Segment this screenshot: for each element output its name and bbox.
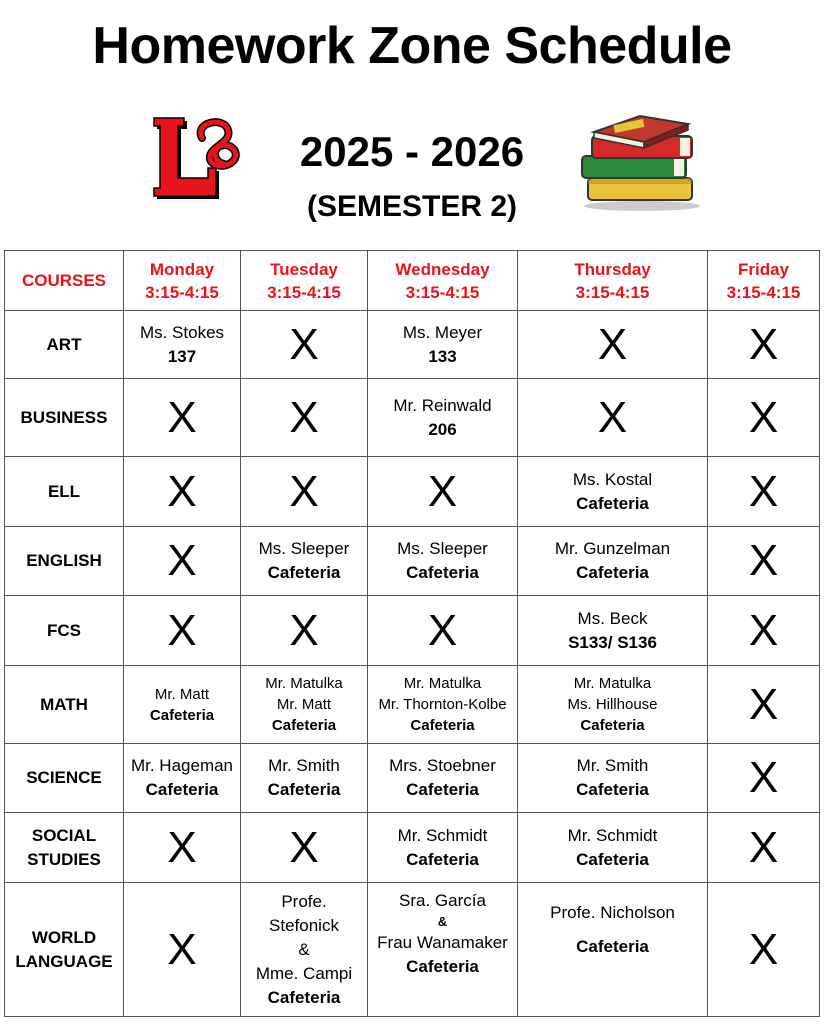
room-label: Cafeteria	[406, 957, 479, 976]
teacher-name: Profe. Nicholson	[550, 903, 675, 922]
schedule-cell-wednesday	[368, 379, 518, 457]
room-label: Cafeteria	[576, 563, 649, 582]
unavailable-mark: X	[748, 536, 779, 585]
schedule-cell-friday	[708, 457, 820, 527]
column-header-thursday: Thursday 3:15-4:15	[518, 251, 708, 311]
room-label: Cafeteria	[149, 706, 215, 724]
course-label: BUSINESS	[20, 407, 108, 427]
unavailable-mark: X	[167, 822, 197, 872]
teacher-name: Frau Wanamaker	[377, 933, 508, 952]
course-label: FCS	[47, 620, 81, 640]
table-row	[5, 596, 820, 666]
column-header-wednesday: Wednesday 3:15-4:15	[368, 251, 518, 311]
teacher-name: Ms. Sleeper	[397, 539, 488, 558]
room-label: Cafeteria	[145, 780, 219, 799]
schedule-cell-thursday	[518, 457, 708, 527]
column-header-monday: Monday 3:15-4:15	[124, 251, 241, 311]
room-label: Cafeteria	[267, 987, 341, 1007]
schedule-cell-monday	[124, 527, 241, 596]
course-label: SCIENCE	[26, 768, 102, 787]
school-year: 2025 - 2026	[299, 128, 525, 175]
schedule-cell-tuesday	[241, 379, 368, 457]
schedule-cell-wednesday	[368, 883, 518, 1017]
schedule-cell-thursday	[518, 596, 708, 666]
room-label: Cafeteria	[410, 717, 475, 734]
schedule-cell-thursday	[518, 527, 708, 596]
schedule-cell-tuesday	[241, 596, 368, 666]
table-row	[5, 813, 820, 883]
schedule-cell-tuesday	[241, 311, 368, 379]
teacher-name: Mr. Schmidt	[397, 825, 488, 845]
course-label: ENGLISH	[26, 551, 102, 570]
teacher-name: Mr. Matulka	[573, 675, 652, 692]
schedule-cell-thursday	[518, 744, 708, 813]
course-label: MATH	[40, 694, 88, 714]
teacher-name: Mr. Gunzelman	[554, 539, 671, 558]
schedule-cell-thursday	[518, 311, 708, 379]
teacher-name: Mr. Matt	[276, 696, 332, 713]
column-header-tuesday: Tuesday 3:15-4:15	[241, 251, 368, 311]
schedule-cell-wednesday	[368, 457, 518, 527]
schedule-cell-tuesday	[241, 527, 368, 596]
course-name	[5, 666, 124, 744]
unavailable-mark: X	[289, 392, 319, 442]
teacher-name: Mr. Schmidt	[567, 825, 658, 845]
course-name	[5, 744, 124, 813]
schedule-cell-wednesday	[368, 596, 518, 666]
teacher-name: Sra. García	[399, 891, 486, 910]
course-name	[5, 527, 124, 596]
table-row	[5, 666, 820, 744]
schedule-cell-thursday	[518, 666, 708, 744]
schedule-cell-monday	[124, 311, 241, 379]
course-label: STUDIES	[27, 849, 101, 869]
ampersand: &	[437, 914, 448, 929]
header-row	[5, 251, 820, 311]
unavailable-mark: X	[289, 605, 319, 655]
unavailable-mark: X	[748, 924, 779, 974]
table-row	[5, 457, 820, 527]
schedule-cell-tuesday	[241, 457, 368, 527]
schedule-cell-friday	[708, 596, 820, 666]
unavailable-mark: X	[167, 924, 197, 974]
unavailable-mark: X	[289, 466, 319, 516]
unavailable-mark: X	[167, 605, 197, 655]
unavailable-mark: X	[167, 536, 197, 585]
schedule-cell-friday	[708, 527, 820, 596]
semester-label: (SEMESTER 2)	[306, 190, 518, 223]
schedule-table	[4, 250, 820, 1017]
unavailable-mark: X	[748, 392, 779, 442]
course-name	[5, 311, 124, 379]
schedule-cell-wednesday	[368, 527, 518, 596]
teacher-name: Mr. Matulka	[265, 675, 343, 692]
course-name	[5, 379, 124, 457]
room-label: Cafeteria	[576, 937, 649, 956]
course-label: LANGUAGE	[15, 951, 113, 971]
unavailable-mark: X	[427, 466, 458, 516]
room-label: Cafeteria	[406, 563, 479, 582]
room-label: Cafeteria	[271, 717, 337, 734]
schedule-cell-tuesday	[241, 666, 368, 744]
unavailable-mark: X	[748, 822, 779, 872]
room-label: Cafeteria	[406, 849, 479, 869]
course-name	[5, 883, 124, 1017]
course-label: SOCIAL	[31, 825, 97, 845]
teacher-name: Mr. Matt	[154, 685, 210, 703]
room-label: S133/ S136	[568, 632, 657, 652]
unavailable-mark: X	[289, 319, 319, 369]
schedule-cell-tuesday	[241, 744, 368, 813]
teacher-name: Profe.	[281, 891, 327, 911]
unavailable-mark: X	[748, 753, 779, 802]
schedule-cell-tuesday	[241, 813, 368, 883]
teacher-name: Mr. Hageman	[130, 756, 234, 775]
unavailable-mark: X	[167, 392, 197, 442]
schedule-cell-wednesday	[368, 813, 518, 883]
schedule-cell-friday	[708, 813, 820, 883]
room-label: Cafeteria	[576, 780, 649, 799]
ampersand: &	[298, 939, 310, 959]
schedule-cell-friday	[708, 379, 820, 457]
unavailable-mark: X	[289, 822, 319, 872]
table-row	[5, 379, 820, 457]
unavailable-mark: X	[427, 605, 458, 655]
course-name	[5, 596, 124, 666]
teacher-name: Ms. Beck	[577, 608, 648, 628]
column-header-courses: COURSES	[5, 251, 124, 311]
schedule-cell-monday	[124, 596, 241, 666]
course-name	[5, 813, 124, 883]
schedule-cell-wednesday	[368, 311, 518, 379]
unavailable-mark: X	[748, 466, 779, 516]
page-title: Homework Zone Schedule	[92, 17, 732, 75]
schedule-cell-monday	[124, 813, 241, 883]
schedule-cell-wednesday	[368, 666, 518, 744]
schedule-cell-wednesday	[368, 744, 518, 813]
unavailable-mark: X	[167, 466, 197, 516]
schedule-cell-thursday	[518, 379, 708, 457]
teacher-name: Mrs. Stoebner	[389, 756, 496, 775]
teacher-name: Ms. Stokes	[139, 322, 225, 342]
schedule-cell-tuesday	[241, 883, 368, 1017]
unavailable-mark: X	[748, 679, 779, 729]
room-label: Cafeteria	[580, 717, 645, 734]
schedule-cell-monday	[124, 666, 241, 744]
teacher-name: Ms. Sleeper	[258, 539, 350, 558]
room-label: Cafeteria	[406, 780, 479, 799]
schedule-cell-friday	[708, 666, 820, 744]
room-label: Cafeteria	[267, 563, 341, 582]
schedule-cell-friday	[708, 744, 820, 813]
teacher-name: Ms. Hillhouse	[567, 696, 658, 713]
unavailable-mark: X	[748, 605, 779, 655]
course-name	[5, 457, 124, 527]
teacher-name: Mr. Matulka	[403, 675, 482, 692]
teacher-name: Ms. Kostal	[572, 469, 653, 489]
teacher-name: Mr. Thornton-Kolbe	[378, 696, 507, 713]
table-row	[5, 883, 820, 1017]
teacher-name: Ms. Meyer	[402, 322, 483, 342]
teacher-name: Mr. Smith	[576, 756, 649, 775]
schedule-cell-monday	[124, 457, 241, 527]
table-row	[5, 311, 820, 379]
schedule-cell-monday	[124, 883, 241, 1017]
schedule-cell-friday	[708, 311, 820, 379]
teacher-name: Mr. Smith	[268, 756, 340, 775]
schedule-cell-thursday	[518, 813, 708, 883]
schedule-cell-thursday	[518, 883, 708, 1017]
course-label: ELL	[47, 481, 81, 501]
teacher-name: Mr. Reinwald	[393, 395, 492, 415]
teacher-name: Mme. Campi	[255, 963, 353, 983]
table-row	[5, 744, 820, 813]
course-label: ART	[46, 334, 82, 354]
room-label: 133	[428, 346, 457, 366]
teacher-name: Stefonick	[269, 915, 339, 935]
room-label: Cafeteria	[576, 493, 649, 513]
room-label: Cafeteria	[576, 849, 649, 869]
unavailable-mark: X	[597, 319, 628, 369]
schedule-cell-monday	[124, 744, 241, 813]
unavailable-mark: X	[597, 392, 628, 442]
schedule-cell-monday	[124, 379, 241, 457]
room-label: 137	[167, 346, 197, 366]
table-row	[5, 527, 820, 596]
room-label: 206	[428, 419, 457, 439]
course-label: WORLD	[31, 927, 97, 947]
column-header-friday: Friday 3:15-4:15	[708, 251, 820, 311]
unavailable-mark: X	[748, 319, 779, 369]
room-label: Cafeteria	[267, 780, 341, 799]
schedule-cell-friday	[708, 883, 820, 1017]
